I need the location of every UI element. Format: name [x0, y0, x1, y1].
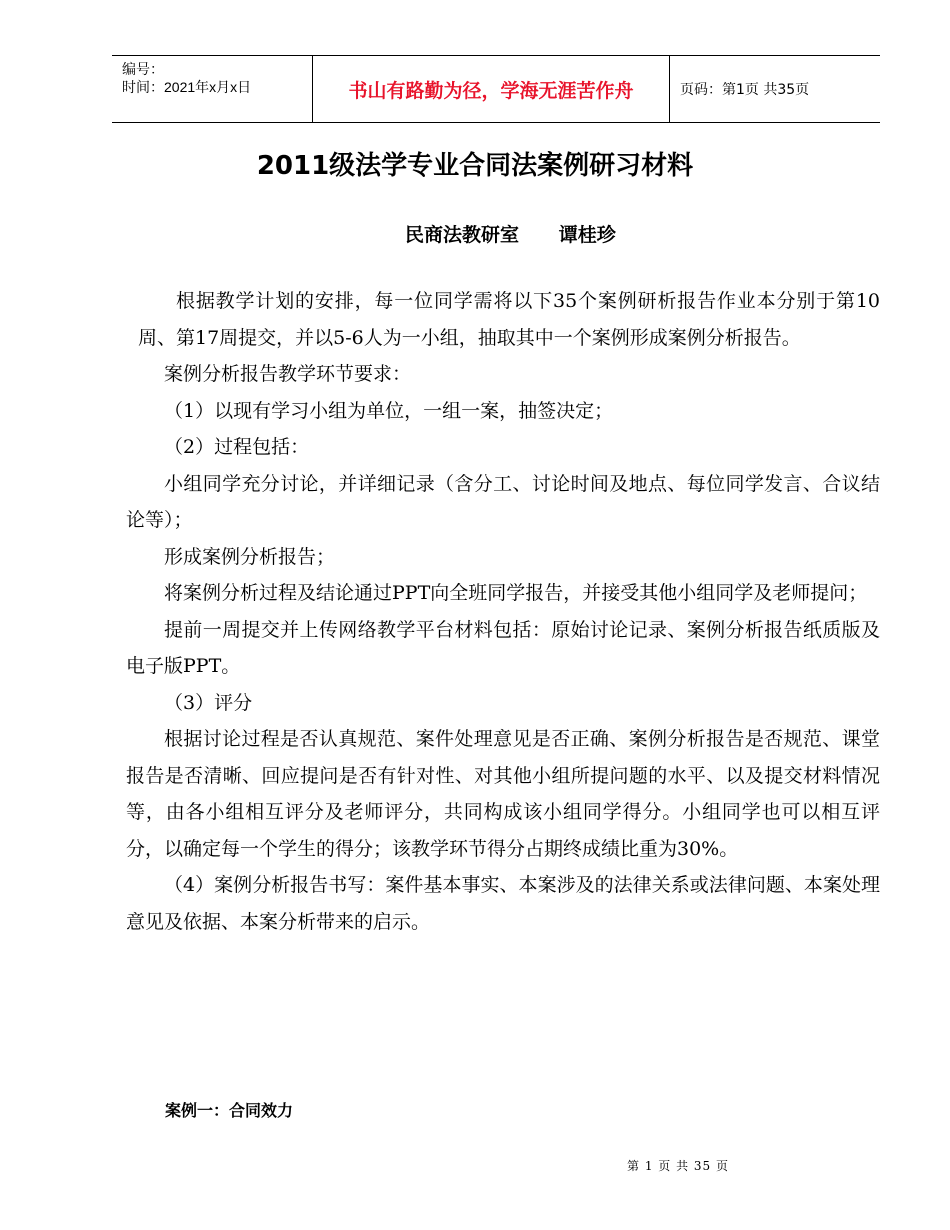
paragraph: （4）案例分析报告书写：案件基本事实、本案涉及的法律关系或法律问题、本案处理意见及依据、本案分析带来的启示。	[126, 874, 880, 933]
paragraph: 根据讨论过程是否认真规范、案件处理意见是否正确、案例分析报告是否规范、课堂报告是否清晰、回应提问是否有针对性、对其他小组所提问题的水平、以及提交材料情况等，由各小组相互评分及老师评分，共同构成该小组同学得分。小组同学也可以相互评分，以确定每一个学生的得分；该教学环节得分占期终成绩比重为30%。	[126, 728, 880, 860]
paragraph: （1）以现有学习小组为单位，一组一案，抽签决定；	[164, 399, 614, 422]
paragraph: 根据教学计划的安排，每一位同学需将以下35个案例研析报告作业本分别于第10周、第17周提交，并以5-6人为一小组，抽取其中一个案例形成案例分析报告。	[138, 290, 880, 349]
header-page-info: 页码：第1页 共35页	[680, 82, 810, 98]
header-meta	[112, 56, 312, 122]
paragraph: 将案例分析过程及结论通过PPT向全班同学报告，并接受其他小组同学及老师提问；	[164, 582, 868, 604]
paragraph: 小组同学充分讨论，并详细记录（含分工、讨论时间及地点、每位同学发言、合议结论等）；	[126, 472, 880, 531]
paragraph: 提前一周提交并上传网络教学平台材料包括：原始讨论记录、案例分析报告纸质版及电子版PPT。	[126, 618, 880, 677]
case-title: 案例一：合同效力	[165, 1101, 294, 1120]
page-footer: 第 1 页 共 35 页	[627, 1159, 729, 1173]
paragraph: 形成案例分析报告；	[164, 545, 336, 568]
paragraph: 案例分析报告教学环节要求：	[164, 363, 412, 385]
number-label: 编号：	[122, 61, 164, 77]
author-line: 民商法教研室 谭桂珍	[405, 224, 616, 246]
paragraph: （2）过程包括：	[164, 436, 310, 458]
document-title: 2011级法学专业合同法案例研习材料	[256, 151, 694, 181]
header-table	[112, 55, 880, 123]
time-label: 时间：2021年x月x日	[122, 79, 252, 95]
document-body	[126, 283, 880, 940]
header-motto: 书山有路勤为径，学海无涯苦作舟	[312, 56, 670, 122]
paragraph: （3）评分	[164, 691, 253, 714]
